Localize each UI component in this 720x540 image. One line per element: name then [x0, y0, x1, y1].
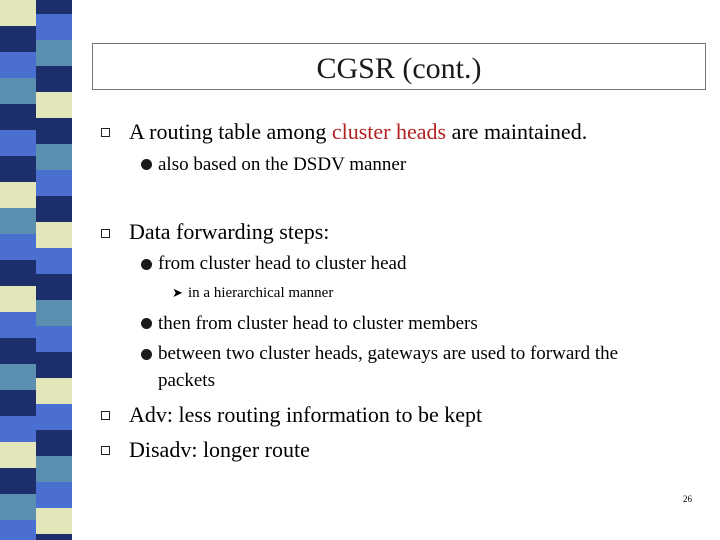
bullet-data-forwarding: Data forwarding steps:: [129, 219, 330, 244]
bullet-routing-table: [129, 119, 587, 145]
round-bullet-icon: [141, 318, 152, 329]
round-bullet-icon: [141, 349, 152, 360]
decorative-color-strip: [0, 0, 72, 540]
bullet-adv: Adv: less routing information to be kept: [129, 402, 483, 427]
page-number: 26: [683, 494, 692, 504]
sub-bullet-gateways-line2: packets: [158, 370, 215, 391]
square-bullet-icon: [101, 128, 110, 137]
highlight-cluster-heads: cluster heads: [331, 119, 447, 144]
slide-title: CGSR (cont.): [316, 52, 482, 85]
round-bullet-icon: [141, 259, 152, 270]
bullet-text-post: are maintained.: [446, 119, 588, 144]
sub-bullet-dsdv: also based on the DSDV manner: [158, 154, 407, 175]
sub-bullet-gateways-line1: between two cluster heads, gateways are used to forward the: [158, 343, 619, 364]
square-bullet-icon: [101, 411, 110, 420]
bullet-text-pre: A routing table among: [129, 119, 332, 144]
square-bullet-icon: [101, 229, 110, 238]
square-bullet-icon: [101, 446, 110, 455]
sub-bullet-head-to-head: from cluster head to cluster head: [158, 253, 407, 274]
round-bullet-icon: [141, 159, 152, 170]
sub-bullet-head-to-members: then from cluster head to cluster members: [158, 313, 478, 334]
sub-sub-bullet-hierarchical: in a hierarchical manner: [188, 285, 334, 301]
arrow-bullet-icon: ➤: [172, 285, 183, 300]
bullet-disadv: Disadv: longer route: [129, 437, 310, 462]
